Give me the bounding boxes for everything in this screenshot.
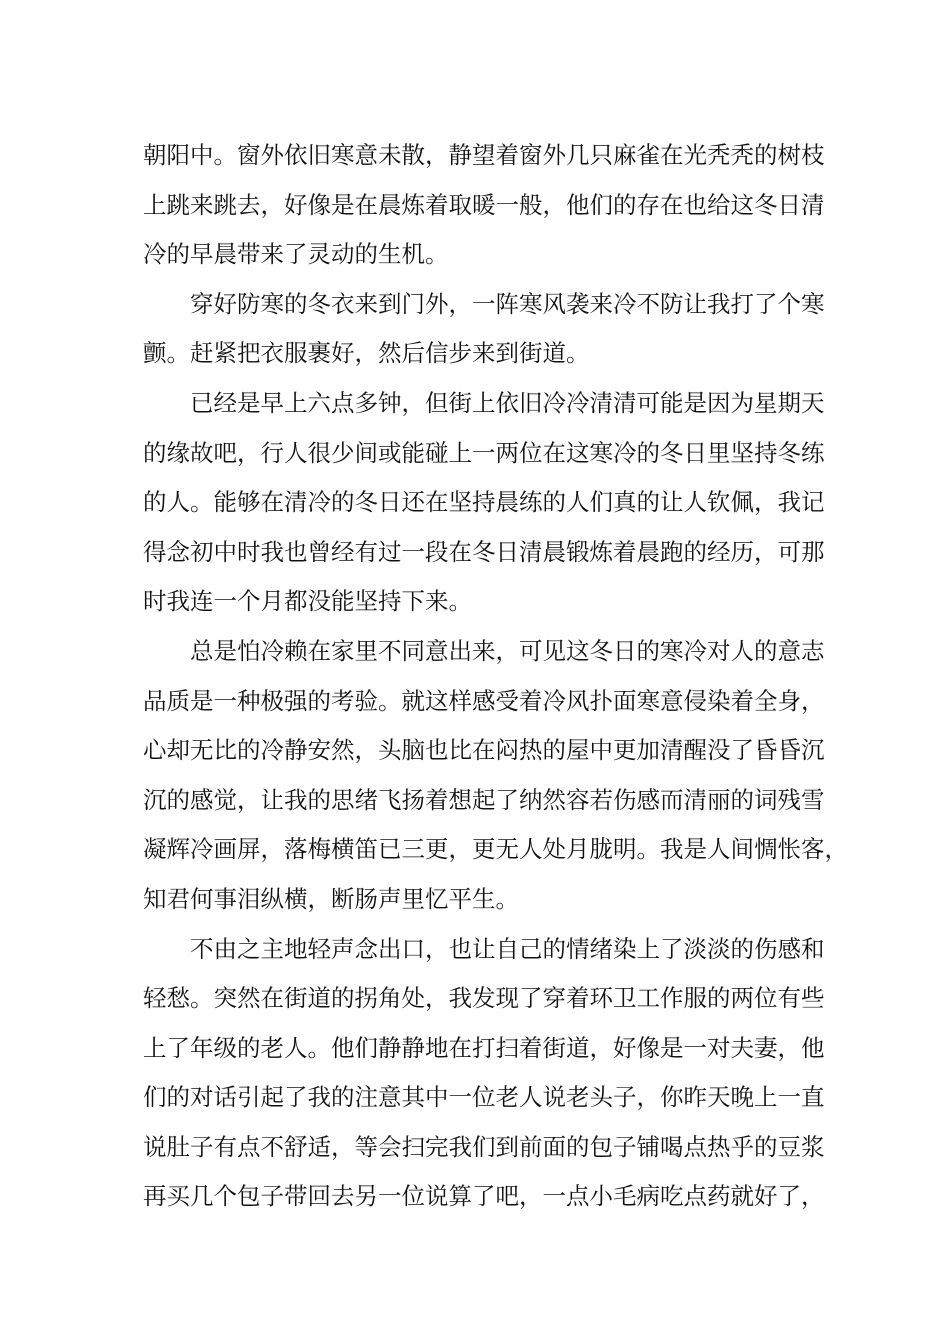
text-line: 再买几个包子带回去另一位说算了吧，一点小毛病吃点药就好了，	[143, 1182, 825, 1211]
text-line: 上了年级的老人。他们静静地在打扫着街道，好像是一对夫妻，他	[143, 1033, 825, 1062]
text-line: 凝辉冷画屏，落梅横笛已三更，更无人处月胧明。我是人间惆怅客，	[143, 835, 848, 864]
text-line: 总是怕冷赖在家里不同意出来，可见这冬日的寒冷对人的意志	[190, 636, 825, 665]
text-line: 沉的感觉，让我的思绪飞扬着想起了纳然容若伤感而清丽的词残雪	[143, 785, 825, 814]
paragraph-3	[143, 379, 833, 627]
text-line: 说肚子有点不舒适，等会扫完我们到前面的包子铺喝点热乎的豆浆	[143, 1132, 825, 1161]
text-line: 们的对话引起了我的注意其中一位老人说老头子，你昨天晚上一直	[143, 1083, 825, 1112]
text-line: 冷的早晨带来了灵动的生机。	[143, 240, 449, 269]
text-line: 的缘故吧，行人很少间或能碰上一两位在这寒冷的冬日里坚持冬练	[143, 438, 825, 467]
text-line: 颤。赶紧把衣服裹好，然后信步来到街道。	[143, 339, 590, 368]
paragraph-2	[143, 280, 833, 379]
paragraph-4	[143, 627, 848, 925]
text-line: 得念初中时我也曾经有过一段在冬日清晨锻炼着晨跑的经历，可那	[143, 537, 825, 566]
paragraph-5	[143, 925, 833, 1223]
text-line: 知君何事泪纵横，断肠声里忆平生。	[143, 884, 519, 913]
text-line: 不由之主地轻声念出口，也让自己的情绪染上了淡淡的伤感和	[190, 934, 825, 963]
text-line: 轻愁。突然在街道的拐角处，我发现了穿着环卫工作服的两位有些	[143, 984, 825, 1013]
text-line: 心却无比的冷静安然，头脑也比在闷热的屋中更加清醒没了昏昏沉	[143, 736, 825, 765]
text-line: 穿好防寒的冬衣来到门外，一阵寒风袭来冷不防让我打了个寒	[190, 289, 825, 318]
text-line: 朝阳中。窗外依旧寒意未散，静望着窗外几只麻雀在光秃秃的树枝	[143, 141, 825, 169]
text-line: 品质是一种极强的考验。就这样感受着冷风扑面寒意侵染着全身，	[143, 686, 825, 715]
text-line: 时我连一个月都没能坚持下来。	[143, 587, 472, 616]
paragraph-1	[143, 131, 833, 280]
text-line: 已经是早上六点多钟，但街上依旧冷冷清清可能是因为星期天	[190, 388, 825, 417]
text-line: 上跳来跳去，好像是在晨炼着取暖一般，他们的存在也给这冬日清	[143, 190, 825, 219]
text-line: 的人。能够在清冷的冬日还在坚持晨练的人们真的让人钦佩，我记	[143, 488, 825, 517]
body-text	[143, 131, 848, 1222]
